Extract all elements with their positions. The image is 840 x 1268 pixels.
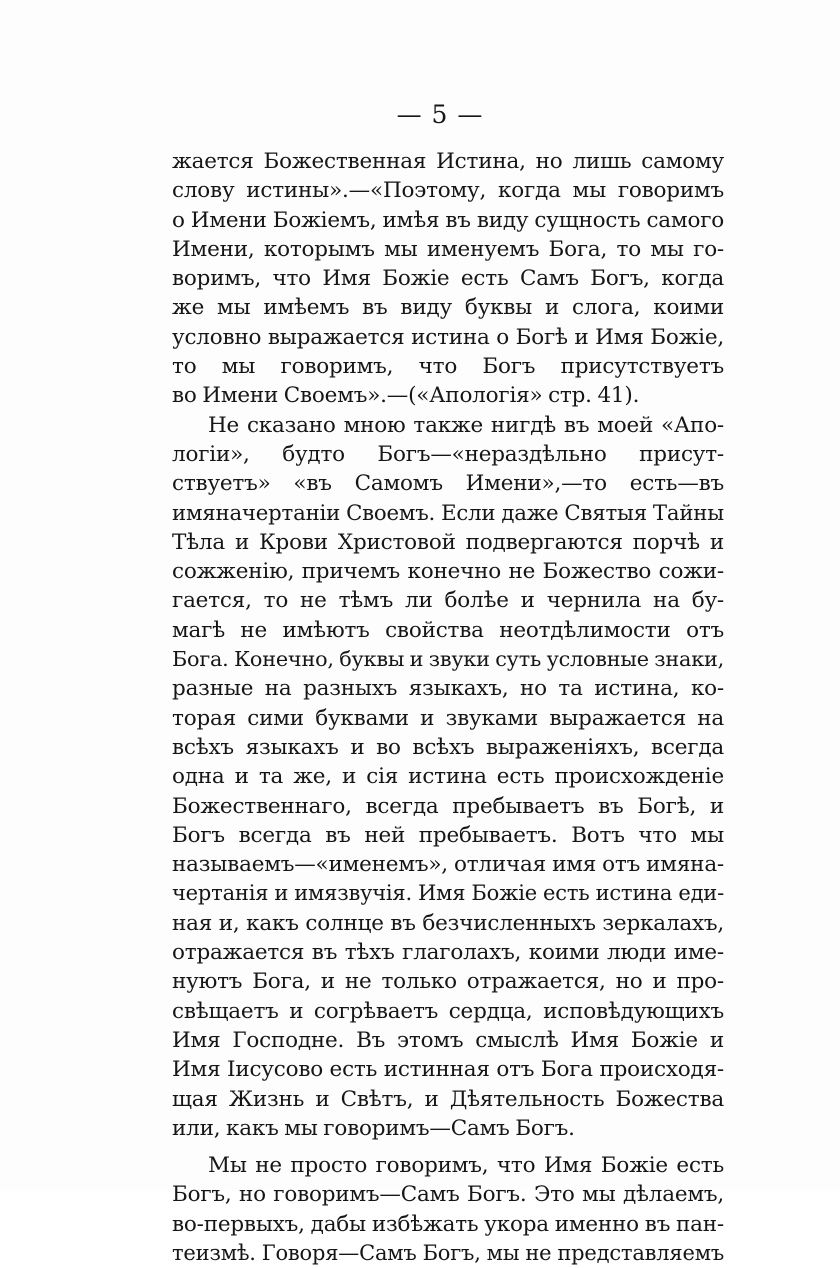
text-line: во-первыхъ, дабы избѣжать укора именно въ пан- <box>172 1211 724 1237</box>
text-line: о Имени Божіемъ, имѣя въ виду сущность самого <box>172 207 724 233</box>
text-line: то мы говоримъ, что Богъ присутствуетъ <box>172 354 724 380</box>
text-line: воримъ, что Имя Божіе есть Самъ Богъ, когда <box>172 266 724 292</box>
text-line: ствуетъ» «въ Самомъ Имени»,—то есть—въ <box>172 471 724 497</box>
text-line: Бога. Конечно, буквы и звуки суть условные знаки, <box>172 647 724 672</box>
text-line: Не сказано мною также нигдѣ въ моей «Апо- <box>208 412 724 438</box>
body-text <box>172 147 724 1268</box>
text-line: гается, то не тѣмъ ли болѣе и чернила на бу- <box>172 588 724 614</box>
text-line: Тѣла и Крови Христовой подвергаются порчѣ и <box>172 529 724 555</box>
text-line: Божественнаго, всегда пребываетъ въ Богѣ, и <box>172 793 724 819</box>
text-line: торая сими буквами и звуками выражается на <box>172 705 724 731</box>
text-line: Богъ, но говоримъ—Самъ Богъ. Это мы дѣлаемъ, <box>172 1182 724 1208</box>
text-line: Имя Господне. Въ этомъ смыслѣ Имя Божіе и <box>172 1027 724 1053</box>
text-line: чертанія и имязвучія. Имя Божіе есть истина еди- <box>172 881 724 906</box>
text-line: всѣхъ языкахъ и во всѣхъ выраженіяхъ, всегда <box>172 734 724 760</box>
text-line: нуютъ Бога, и не только отражается, но и про- <box>172 969 724 995</box>
text-line: жается Божественная Истина, но лишь самому <box>172 149 724 174</box>
text-line: Мы не просто говоримъ, что Имя Божіе есть <box>208 1153 724 1179</box>
text-line: магѣ не имѣютъ свойства неотдѣлимости отъ <box>172 617 724 643</box>
text-line: Имя Іисусово есть истинная отъ Бога происходя- <box>172 1057 724 1083</box>
text-line: имяначертаніи Своемъ. Если даже Святыя Тайны <box>172 500 724 526</box>
text-line: во Имени Своемъ».—(«Апологія» стр. 41). <box>172 383 640 409</box>
text-line: же мы имѣемъ въ виду буквы и слога, коими <box>172 295 724 321</box>
page-number: — 5 — <box>396 100 484 129</box>
text-line: называемъ—«именемъ», отличая имя отъ имяна- <box>172 852 724 878</box>
text-line: разные на разныхъ языкахъ, но та истина, ко- <box>172 676 724 702</box>
text-line: сожженію, причемъ конечно не Божество сожи- <box>172 559 724 585</box>
text-line: теизмѣ. Говоря—Самъ Богъ, мы не представляемъ <box>172 1240 724 1265</box>
text-line: щая Жизнь и Свѣтъ, и Дѣятельность Божества <box>172 1086 724 1112</box>
text-line: отражается въ тѣхъ глаголахъ, коими люди име- <box>172 940 724 966</box>
text-line: одна и та же, и сія истина есть происхожденіе <box>172 764 724 790</box>
paragraph <box>172 147 724 411</box>
text-line: или, какъ мы говоримъ—Самъ Богъ. <box>172 1115 575 1141</box>
paragraph-spacer <box>172 1143 724 1151</box>
text-line: Богъ всегда въ ней пребываетъ. Вотъ что мы <box>172 822 724 848</box>
paragraph <box>172 1151 724 1268</box>
text-line: свѣщаетъ и согрѣваетъ сердца, исповѣдующихъ <box>172 998 724 1024</box>
text-line: Имени, которымъ мы именуемъ Бога, то мы го- <box>172 236 724 262</box>
paragraph <box>172 411 724 1143</box>
text-line: слову истины».—«Поэтому, когда мы говоримъ <box>172 178 724 204</box>
text-line: логіи», будто Богъ—«нераздѣльно присут- <box>172 441 724 467</box>
text-line: условно выражается истина о Богѣ и Имя Божіе, <box>172 324 724 350</box>
text-line: ная и, какъ солнце въ безчисленныхъ зеркалахъ, <box>172 910 724 936</box>
